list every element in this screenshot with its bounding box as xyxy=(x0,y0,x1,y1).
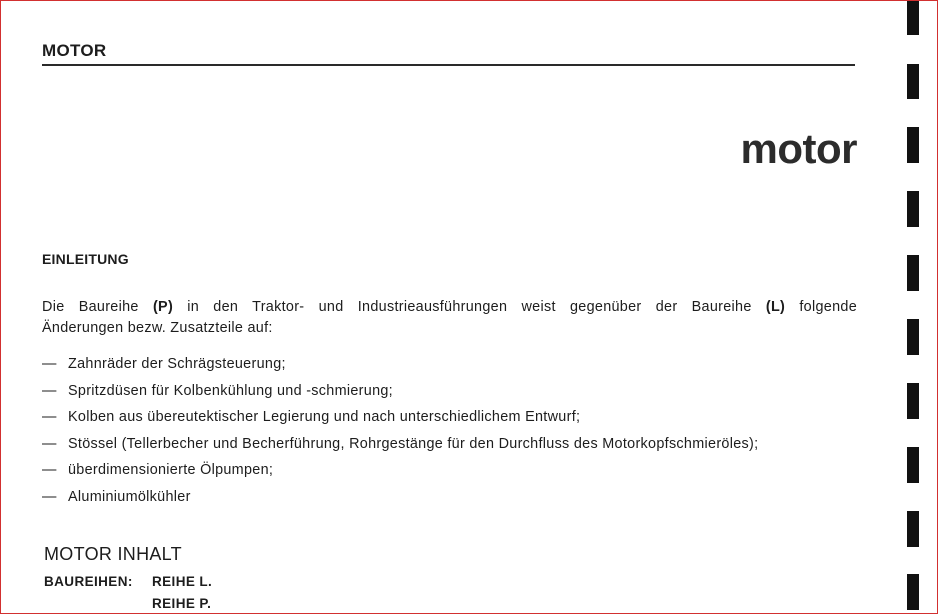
intro-line-1 xyxy=(42,297,857,318)
list-dash: — xyxy=(42,409,57,426)
thumb-index-mark xyxy=(907,64,919,99)
thumb-index-mark xyxy=(907,511,919,547)
list-item xyxy=(42,407,872,434)
list-dash: — xyxy=(42,488,57,505)
thumb-index-mark xyxy=(907,447,919,483)
page-header-title: MOTOR xyxy=(42,41,107,60)
series-value-p: REIHE P. xyxy=(152,596,212,611)
list-item xyxy=(42,460,872,487)
series-value-l: REIHE L. xyxy=(152,574,213,589)
thumb-index-mark xyxy=(907,255,919,291)
thumb-index-mark xyxy=(907,383,919,419)
list-item-text: Aluminiumölkühler xyxy=(68,488,191,505)
intro-paragraph xyxy=(42,297,857,339)
series-p-ref: (P) xyxy=(152,299,174,315)
list-item xyxy=(42,381,872,408)
thumb-index-mark xyxy=(907,1,919,35)
list-item xyxy=(42,354,872,381)
list-item xyxy=(42,434,872,461)
changes-list xyxy=(42,354,872,514)
intro-text-1: Die Baureihe xyxy=(42,299,153,315)
series-l-ref: (L) xyxy=(765,299,786,315)
thumb-index-mark xyxy=(907,127,919,163)
chapter-title: motor xyxy=(740,125,857,172)
list-item-text: Kolben aus übereutektischer Legierung und nach unterschiedlichem Entwurf; xyxy=(68,409,581,426)
list-item-text: Stössel (Tellerbecher und Becherführung, Rohrgestänge für den Durchfluss des Motorkopfschmieröles); xyxy=(68,435,759,452)
thumb-index-mark xyxy=(907,191,919,227)
header-rule xyxy=(42,64,855,66)
list-dash: — xyxy=(42,435,57,452)
contents-title: MOTOR INHALT xyxy=(44,544,182,564)
list-item-text: überdimensionierte Ölpumpen; xyxy=(68,462,274,479)
intro-text-3: folgende xyxy=(785,299,857,315)
thumb-index-mark xyxy=(907,574,919,610)
intro-line-2: Änderungen bezw. Zusatzteile auf: xyxy=(42,320,273,336)
list-dash: — xyxy=(42,356,57,372)
intro-text-2: in den Traktor- und Industrieausführungen weist gegenüber der Baureihe xyxy=(173,299,766,315)
list-dash: — xyxy=(42,462,57,479)
thumb-index-marks xyxy=(907,1,921,615)
series-label: BAUREIHEN: xyxy=(44,574,133,589)
list-dash: — xyxy=(42,382,57,399)
section-heading: EINLEITUNG xyxy=(42,251,129,267)
list-item-text: Spritzdüsen für Kolbenkühlung und -schmierung; xyxy=(68,382,393,399)
list-item xyxy=(42,487,872,514)
manual-page xyxy=(1,1,938,615)
list-item-text: Zahnräder der Schrägsteuerung; xyxy=(68,356,286,372)
thumb-index-mark xyxy=(907,319,919,355)
